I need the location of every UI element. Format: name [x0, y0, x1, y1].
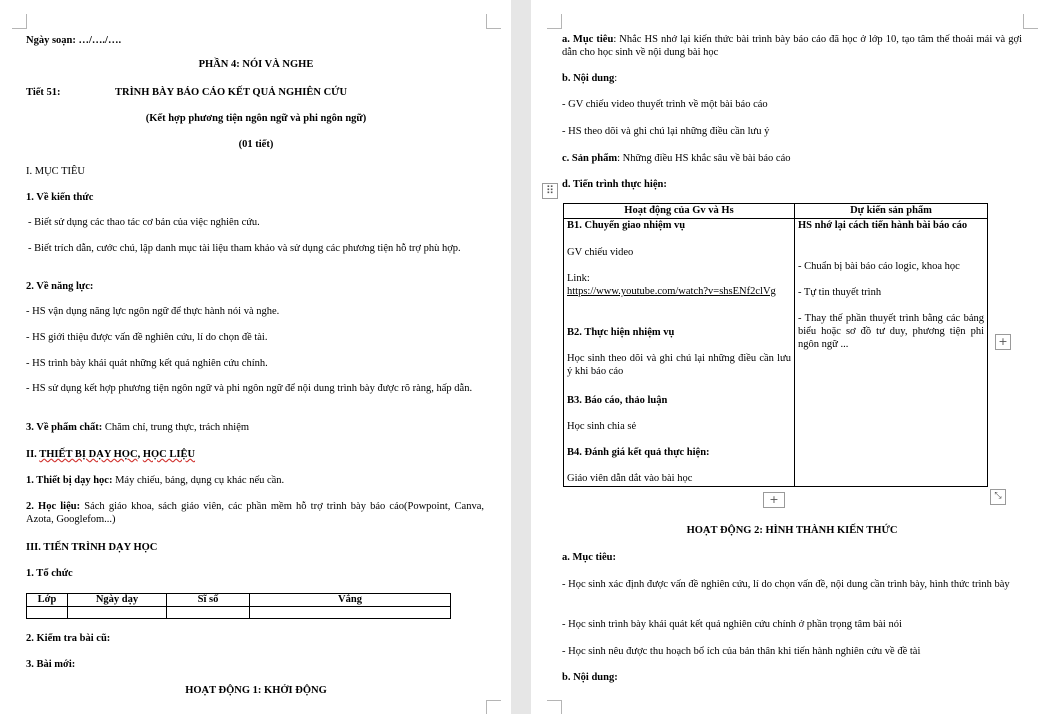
- paragraph: - Học sinh xác định được vấn đề nghiên cứu, lí do chọn vấn đề, nội dung cần trình bày, hình thức trình bày: [562, 579, 1010, 590]
- table-column-teacher[interactable]: [564, 204, 795, 486]
- cell-text: Học sinh chia sẻ: [567, 421, 637, 432]
- table-header-cell[interactable]: Hoạt động của Gv và Hs: [564, 204, 794, 219]
- cell-text: - Chuẩn bị bài báo cáo logic, khoa học: [798, 261, 960, 272]
- step-b4: B4. Đánh giá kết quả thực hiện:: [567, 447, 710, 458]
- cell-text: Học sinh theo dõi và ghi chú lại những điều cần lưu ý khi báo cáo: [567, 353, 791, 377]
- document-page-left[interactable]: [0, 0, 511, 714]
- paragraph: - Học sinh trình bày khái quát kết quả nghiên cứu chính ở phần trọng tâm bài nói: [562, 619, 902, 630]
- table-column-product[interactable]: [795, 204, 987, 486]
- table-header-cell[interactable]: Dự kiến sản phẩm: [795, 204, 987, 219]
- table-move-handle-icon[interactable]: ⠿: [542, 183, 558, 199]
- thiet-bi-label: 1. Thiết bị dạy học:: [26, 475, 113, 486]
- paragraph: - Biết trích dẫn, cước chú, lập danh mục tài liệu tham khảo và sử dụng các phương tiện hỗ trợ phù hợp.: [28, 243, 461, 254]
- san-pham-line: [562, 152, 791, 165]
- heading-hoat-dong-2: HOẠT ĐỘNG 2: HÌNH THÀNH KIẾN THỨC: [686, 525, 898, 536]
- class-info-table[interactable]: [26, 593, 451, 619]
- heading-b-noi-dung: b. Nội dung:: [562, 672, 618, 683]
- pham-chat-text: Chăm chỉ, trung thực, trách nhiệm: [102, 422, 250, 433]
- heading-muc-tieu: I. MỤC TIÊU: [26, 166, 86, 177]
- heading-nang-luc: 2. Về năng lực:: [26, 281, 94, 292]
- san-pham-text: : Những điều HS khắc sâu về bài báo cáo: [617, 153, 791, 164]
- muc-tieu-para: [562, 33, 1022, 59]
- muc-tieu-text: : Nhắc HS nhớ lại kiến thức bài trình bày báo cáo đã học ở lớp 10, tạo tâm thế thoải mái và gợi dẫn cho học sinh về nội dung bài học: [562, 34, 1022, 58]
- heading-tien-trinh-thuc-hien: d. Tiến trình thực hiện:: [562, 179, 667, 190]
- noi-dung-colon: :: [614, 73, 618, 84]
- table-row: [27, 607, 451, 619]
- cell-text: - Tự tin thuyết trình: [798, 287, 882, 298]
- paragraph: - HS vận dụng năng lực ngôn ngữ để thực hành nói và nghe.: [26, 306, 280, 317]
- hoc-lieu-text: Sách giáo khoa, sách giáo viên, các phần mềm hỗ trợ trình bày báo cáo(Powpoint, Canva, Azota, Googlefom...): [26, 501, 484, 525]
- add-row-icon[interactable]: +: [763, 492, 785, 508]
- spellcheck-phrase[interactable]: THIẾT BỊ DẠY HỌC: [39, 449, 138, 460]
- paragraph: - HS trình bày khái quát những kết quả nghiên cứu chính.: [26, 358, 268, 369]
- activity-table[interactable]: [563, 203, 988, 487]
- margin-corner-mark: [12, 14, 27, 29]
- table-header-cell[interactable]: Lớp: [27, 594, 68, 607]
- hoc-lieu-label: 2. Học liệu:: [26, 501, 81, 512]
- cell-text: - Thay thế phần thuyết trình bằng các bảng biểu hoặc sơ đồ tư duy, phương tiện phi ngôn ngữ ...: [798, 313, 984, 350]
- table-cell[interactable]: [27, 607, 68, 619]
- table-header-cell[interactable]: Sĩ số: [167, 594, 250, 607]
- hoc-lieu-line: [26, 500, 484, 526]
- cell-text: HS nhớ lại cách tiến hành bài báo cáo: [798, 220, 968, 231]
- heading-thiet-bi: [26, 448, 195, 461]
- pham-chat-line: [26, 421, 249, 434]
- table-resize-icon[interactable]: ⤡: [990, 489, 1006, 505]
- video-link[interactable]: https://www.youtube.com/watch?v=shsENf2clVg: [567, 286, 776, 297]
- table-header-cell[interactable]: Vắng: [250, 594, 451, 607]
- ngay-soan: Ngày soạn: …/…./….: [26, 35, 122, 46]
- paragraph: - HS sử dụng kết hợp phương tiện ngôn ngữ và phi ngôn ngữ để nội dung trình bày được rõ ràng, hấp dẫn.: [26, 383, 473, 394]
- heading-a-muc-tieu: a. Mục tiêu:: [562, 552, 616, 563]
- san-pham-label: c. Sản phẩm: [562, 153, 618, 164]
- step-b3: B3. Báo cáo, thảo luận: [567, 395, 668, 406]
- step-b1: B1. Chuyển giao nhiệm vụ: [567, 220, 686, 231]
- noi-dung-label: b. Nội dung: [562, 73, 615, 84]
- paragraph: - HS giới thiệu được vấn đề nghiên cứu, lí do chọn đề tài.: [26, 332, 268, 343]
- margin-corner-mark: [486, 700, 501, 714]
- heading-prefix: II.: [26, 449, 40, 460]
- table-cell[interactable]: [250, 607, 451, 619]
- heading-kien-thuc: 1. Về kiến thức: [26, 192, 94, 203]
- paragraph: - Biết sử dụng các thao tác cơ bản của việc nghiên cứu.: [28, 217, 260, 228]
- margin-corner-mark: [486, 14, 501, 29]
- paragraph: - HS theo dõi và ghi chú lại những điều cần lưu ý: [562, 126, 770, 137]
- lesson-subtitle: (Kết hợp phương tiện ngôn ngữ và phi ngôn ngữ): [145, 113, 367, 124]
- lesson-label: Tiết 51:: [26, 87, 61, 98]
- table-cell[interactable]: [68, 607, 167, 619]
- cell-text: Link:: [567, 273, 590, 284]
- pham-chat-label: 3. Về phẩm chất:: [26, 422, 103, 433]
- separator: ,: [137, 449, 143, 460]
- thiet-bi-text: Máy chiếu, bảng, dụng cụ khác nếu cần.: [112, 475, 285, 486]
- paragraph: - GV chiếu video thuyết trình về một bài báo cáo: [562, 99, 768, 110]
- paragraph: - Học sinh nêu được thu hoạch bổ ích của bản thân khi tiến hành nghiên cứu về đề tài: [562, 646, 921, 657]
- margin-corner-mark: [547, 14, 562, 29]
- cell-text: GV chiếu video: [567, 247, 634, 258]
- lesson-title: TRÌNH BÀY BÁO CÁO KẾT QUẢ NGHIÊN CỨU: [115, 87, 348, 98]
- lesson-duration: (01 tiết): [238, 139, 274, 150]
- noi-dung-heading: [562, 72, 617, 85]
- table-cell[interactable]: [167, 607, 250, 619]
- spellcheck-phrase[interactable]: HỌC LIỆU: [142, 449, 196, 460]
- add-column-icon[interactable]: +: [995, 334, 1011, 350]
- section-title: PHẦN 4: NÓI VÀ NGHE: [198, 59, 314, 70]
- thiet-bi-line: [26, 474, 284, 487]
- step-b2: B2. Thực hiện nhiệm vụ: [567, 327, 675, 338]
- cell-text: Giáo viên dẫn dắt vào bài học: [567, 473, 693, 484]
- heading-kiem-tra: 2. Kiểm tra bài cũ:: [26, 633, 111, 644]
- table-header-cell[interactable]: Ngày dạy: [68, 594, 167, 607]
- heading-tien-trinh: III. TIẾN TRÌNH DẠY HỌC: [26, 542, 158, 553]
- heading-hoat-dong-1: HOẠT ĐỘNG 1: KHỞI ĐỘNG: [185, 685, 327, 696]
- margin-corner-mark: [547, 700, 562, 714]
- margin-corner-mark: [1023, 14, 1038, 29]
- heading-to-chuc: 1. Tổ chức: [26, 568, 73, 579]
- heading-bai-moi: 3. Bài mới:: [26, 659, 76, 670]
- table-row: [27, 594, 451, 607]
- muc-tieu-label: a. Mục tiêu: [562, 34, 614, 45]
